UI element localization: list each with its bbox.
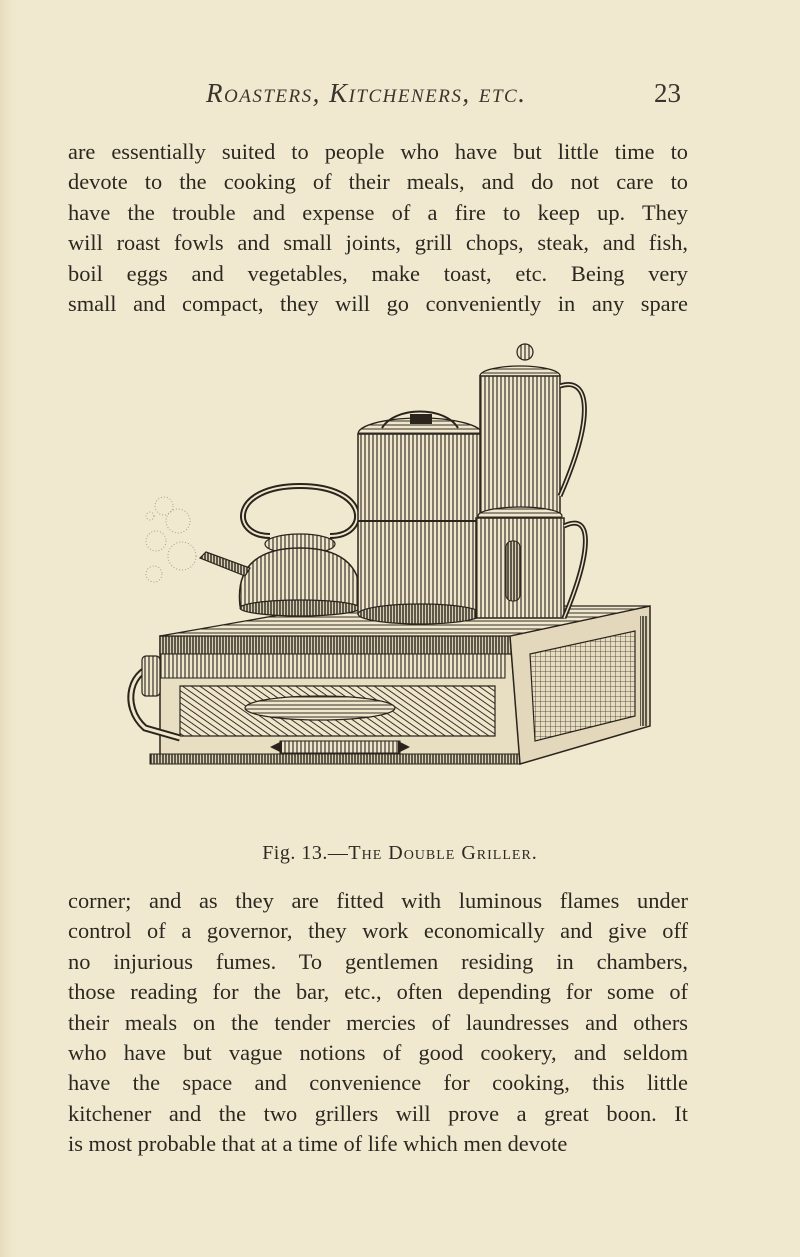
figure-caption <box>0 842 800 865</box>
text-line: have the trouble and expense of a fire to keep up. They <box>68 199 688 225</box>
steam-cloud <box>146 497 196 582</box>
griller-base <box>150 636 520 764</box>
text-line: boil eggs and vegetables, make toast, etc. Being very <box>68 260 688 286</box>
page-number: 23 <box>654 78 681 108</box>
paragraph-top <box>68 137 688 319</box>
text-line: is most probable that at a time of life which men devote <box>68 1131 568 1157</box>
text-line: are essentially suited to people who have but little time to <box>68 139 688 164</box>
text-line: small and compact, they will go conveniently in any spare <box>68 291 688 317</box>
page-edge <box>0 0 14 1257</box>
caption-dash: — <box>327 842 349 864</box>
text-line: those reading for the bar, etc., often depending for some of <box>68 979 688 1005</box>
text-line: devote to the cooking of their meals, and do not care to <box>68 169 688 195</box>
double-griller-engraving <box>120 336 680 816</box>
figure-title: The Double Griller. <box>348 842 538 864</box>
text-line: have the space and convenience for cooking, this little <box>68 1070 688 1096</box>
text-line: who have but vague notions of good cookery, and seldom <box>68 1040 688 1066</box>
coffee-urn <box>476 344 585 618</box>
text-line: kitchener and the two grillers will prove a great boon. It <box>68 1100 688 1126</box>
kettle <box>200 486 361 616</box>
paragraph-bottom <box>68 886 688 1160</box>
figure-label: Fig. 13. <box>262 842 328 864</box>
text-line: control of a governor, they work economically and give off <box>68 918 688 944</box>
stock-pot <box>358 412 482 625</box>
text-line: will roast fowls and small joints, grill chops, steak, and fish, <box>68 230 688 256</box>
text-line: corner; and as they are fitted with luminous flames under <box>68 888 688 913</box>
text-line: no injurious fumes. To gentlemen residing in chambers, <box>68 948 688 974</box>
text-line: their meals on the tender mercies of laundresses and others <box>68 1009 688 1035</box>
running-head <box>0 78 800 118</box>
running-title: Roasters, Kitcheners, etc. <box>206 78 527 108</box>
